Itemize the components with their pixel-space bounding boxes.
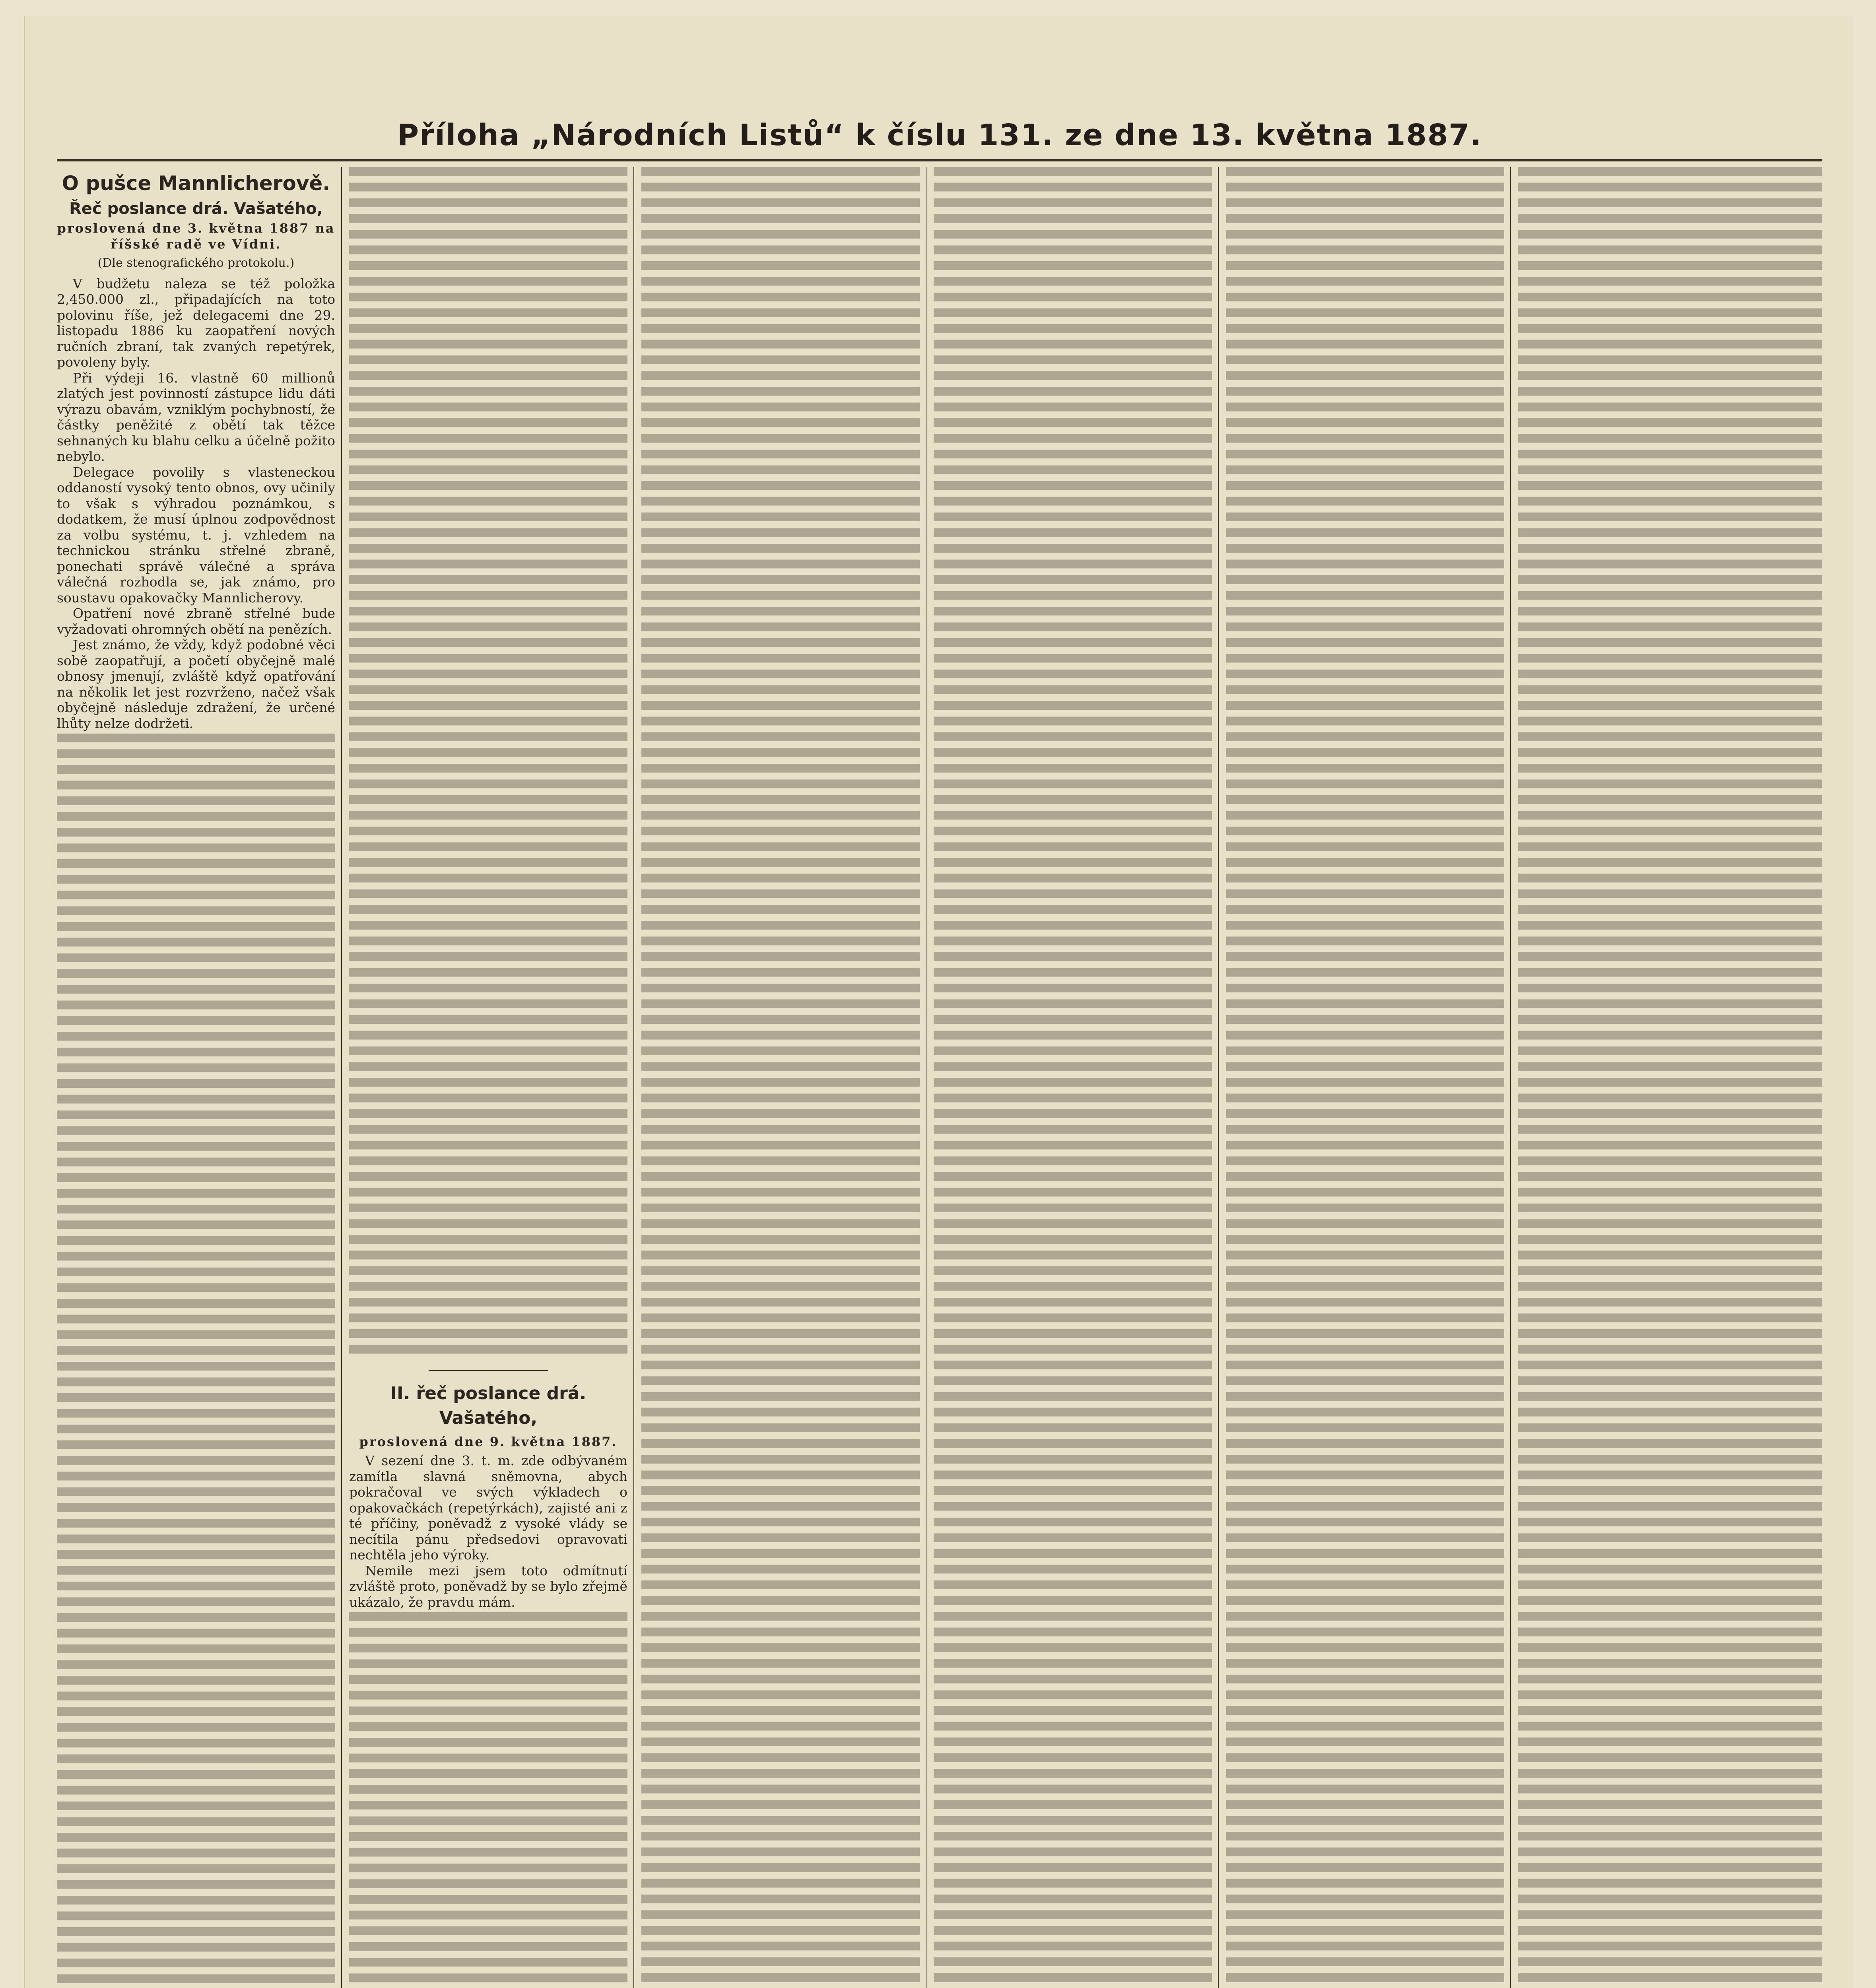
- illegible-text-block: [57, 734, 335, 1988]
- article-separator: [429, 1370, 548, 1371]
- illegible-text-block: [1226, 167, 1504, 1988]
- illegible-text-block: [1518, 167, 1822, 1988]
- column-divider: [1218, 167, 1219, 1988]
- article-title: II. řeč poslance drá. Vašatého,: [390, 1383, 586, 1428]
- column-divider: [1510, 167, 1511, 1988]
- paragraph: Při výdeji 16. vlastně 60 millionů zlatých jest povinností zástupce lidu dáti výrazu obavám, vzniklým pochybností, že částky peněžité z obětí tak těžce sehnaných ku blahu celku a účelně požito nebylo.: [57, 370, 335, 464]
- illegible-text-block: [641, 167, 920, 1988]
- column-2: [349, 167, 627, 1988]
- column-3: [641, 167, 920, 1988]
- article-note: (Dle stenografického protokolu.): [97, 256, 295, 270]
- article-subline: proslovená dne 9. května 1887.: [359, 1434, 618, 1449]
- paragraph: Delegace povolily s vlasteneckou oddaností vysoký tento obnos, ovy učinily to však s výhradou poznámkou, s dodatkem, že musí úplnou zodpovědnost za volbu systému, t. j. vzhledem na technickou stránku střelné zbraně, ponechati správě válečné a správa válečná rozhodla se, jak známo, pro soustavu opakovačky Mannlicherovy.: [57, 464, 335, 606]
- paragraph: V budžetu naleza se též položka 2,450.000 zl., připadajících na toto polovinu říše, jež delegacemi dne 29. listopadu 1886 ku zaopatření nových ručních zbraní, tak zvaných repetýrek, povoleny byly.: [57, 276, 335, 370]
- article-title: O pušce Mannlicherově.: [62, 172, 330, 195]
- text-columns: [57, 167, 1822, 1988]
- article-subline: proslovená dne 3. května 1887 na říšské radě ve Vídni.: [57, 221, 335, 252]
- column-4: [934, 167, 1212, 1988]
- column-1: [57, 167, 335, 1988]
- paragraph: Nemile mezi jsem toto odmítnutí zvláště proto, poněvadž by se bylo zřejmě ukázalo, že pravdu mám.: [349, 1563, 627, 1610]
- paragraph: Jest známo, že vždy, když podobné věci sobě zaopatřují, a početí obyčejně malé obnosy jmenují, zvláště když opatřování na několik let jest rozvrženo, načež však obyčejně následuje zdražení, že určené lhůty nelze dodržeti.: [57, 637, 335, 731]
- illegible-text-block: [349, 1612, 627, 1988]
- illegible-text-block: [934, 167, 1212, 1988]
- column-divider: [341, 167, 342, 1988]
- header-title: Příloha „Národních Listů“ k číslu 131. ze dne 13. května 1887.: [397, 118, 1482, 152]
- illegible-text-block: [349, 167, 627, 1360]
- paragraph: Opatření nové zbraně střelné bude vyžadovati ohromných obětí na penězích.: [57, 606, 335, 637]
- column-6: [1518, 167, 1822, 1988]
- paragraph: V sezení dne 3. t. m. zde odbývaném zamítla slavná sněmovna, abych pokračoval ve svých výkladech o opakovačkách (repetýrkách), zajisté ani z té příčiny, poněvadž z vysoké vlády se necítila pánu předsedovi opravovati nechtěla jeho výroky.: [349, 1453, 627, 1563]
- page-header: [57, 115, 1822, 161]
- column-5: [1226, 167, 1504, 1988]
- newspaper-page: [24, 16, 1853, 1988]
- article-subtitle: Řeč poslance drá. Vašatého,: [69, 200, 323, 218]
- column-divider: [633, 167, 634, 1988]
